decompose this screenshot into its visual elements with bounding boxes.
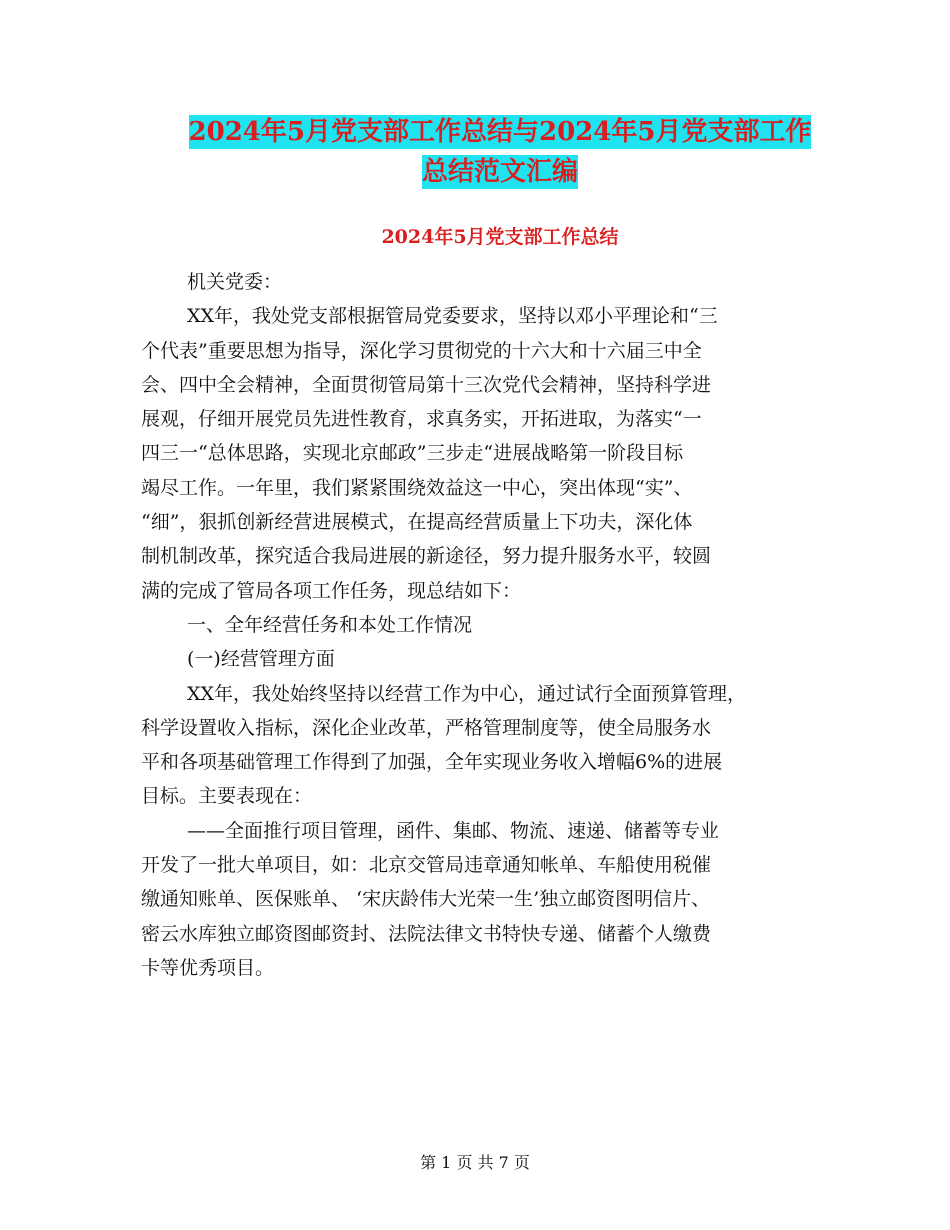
document-title-line-2: 总结范文汇编 [421,157,578,187]
text-line: 卡等优秀项目。 [141,956,275,979]
text-line: 会、四中全会精神，全面贯彻管局第十三次党代会精神，坚持科学进 [141,373,712,396]
text-line: 开发了一批大单项目，如：北京交管局违章通知帐单、车船使用税催 [141,854,712,877]
text-line: 制机制改革，探究适合我局进展的新途径，努力提升服务水平，较圆 [141,545,712,568]
text-line: 四三一“总体思路，实现北京邮政”三步走“进展战略第一阶段目标 [141,442,684,465]
text-line: 竭尽工作。一年里，我们紧紧围绕效益这一中心，突出体现“实”、 [141,476,693,499]
page-footer: 第 1 页 共 7 页 [420,1153,530,1172]
text-line: 满的完成了管局各项工作任务，现总结如下： [141,579,522,602]
text-line: ——全面推行项目管理，函件、集邮、物流、速递、储蓄等专业 [187,819,720,842]
text-line: 一、全年经营任务和本处工作情况 [187,613,473,636]
text-line: “细”，狠抓创新经营进展模式，在提高经营质量上下功夫，深化体 [141,511,693,534]
text-line: 缴通知账单、医保账单、 ‘宋庆龄伟大光荣一生’独立邮资图明信片、 [141,888,711,911]
text-line: 科学设置收入指标，深化企业改革，严格管理制度等，使全局服务水 [141,716,712,739]
body-text [141,265,821,985]
text-line: XX年，我处始终坚持以经营工作为中心，通过试行全面预算管理， [187,682,747,705]
text-line: 个代表”重要思想为指导，深化学习贯彻党的十六大和十六届三中全 [141,339,702,362]
text-line: XX年，我处党支部根据管局党委要求，坚持以邓小平理论和“三 [187,305,718,328]
document-title [140,112,860,192]
text-line: (一)经营管理方面 [187,648,335,671]
text-line: 展观，仔细开展党员先进性教育，求真务实，开拓进取，为落实“一 [141,408,702,431]
text-line: 目标。主要表现在： [141,785,313,808]
text-line: 机关党委： [187,271,283,293]
section-title: 2024年5月党支部工作总结 [381,226,619,248]
text-line: 平和各项基础管理工作得到了加强，全年实现业务收入增幅6%的进展 [141,751,723,774]
text-line: 密云水库独立邮资图邮资封、法院法律文书特快专递、储蓄个人缴费 [141,922,712,945]
document-title-line-1: 2024年5月党支部工作总结与2024年5月党支部工作 [188,117,812,147]
